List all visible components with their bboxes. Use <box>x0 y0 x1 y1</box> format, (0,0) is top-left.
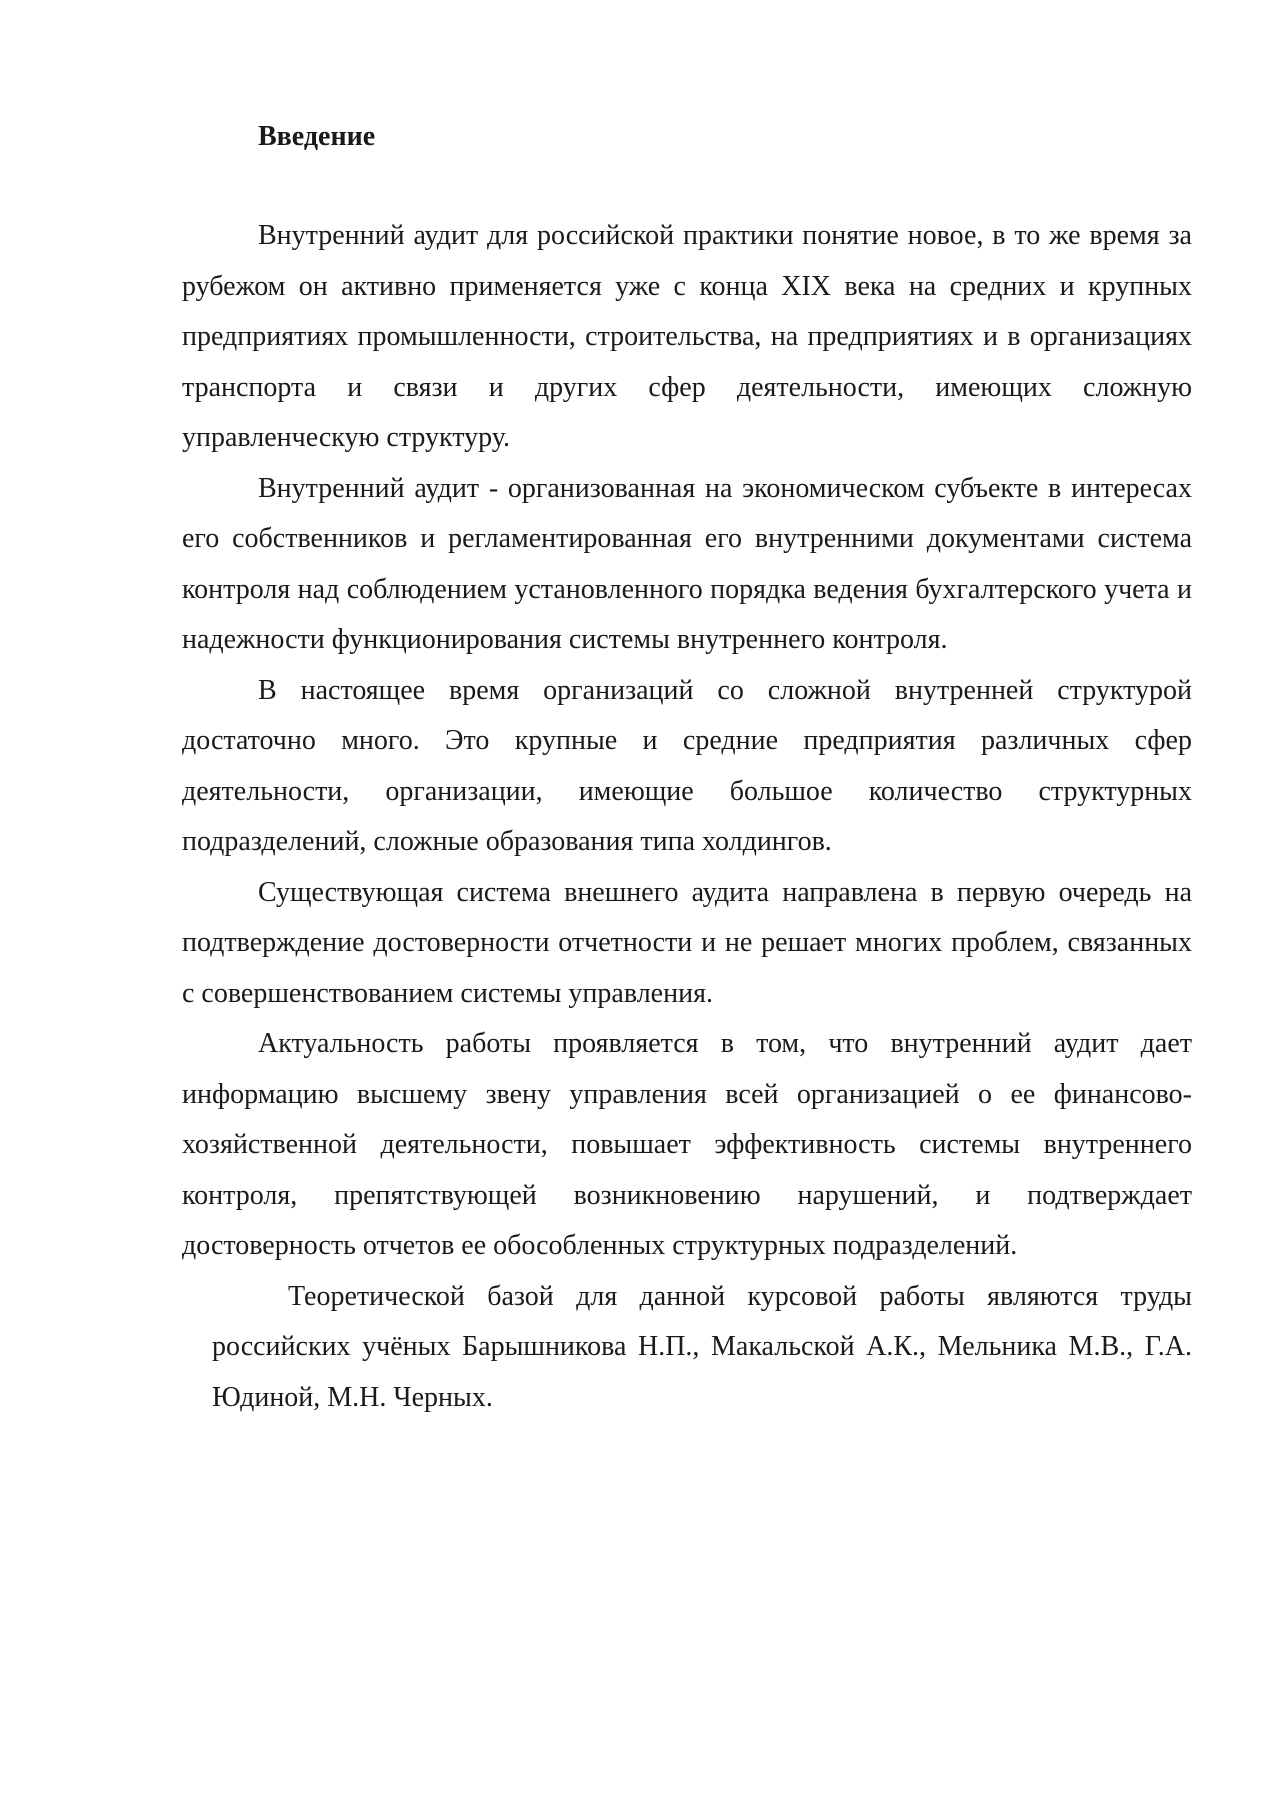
paragraph-relevance: Актуальность работы проявляется в том, что внутренний аудит дает информацию высшему звену управления всей организацией о ее финансово-хозяйственной деятельности, повышает эффективность системы внутреннего контроля, препятствующей возникновению нарушений, и подтверждает достоверность отчетов ее обособленных структурных подразделений. <box>182 1028 1192 1261</box>
document-body <box>182 211 1192 1423</box>
paragraph-external-audit: Существующая система внешнего аудита направлена в первую очередь на подтверждение достоверности отчетности и не решает многих проблем, связанных с совершенствованием системы управления. <box>182 876 1192 1009</box>
paragraph-current-state: В настоящее время организаций со сложной внутренней структурой достаточно много. Это крупные и средние предприятия различных сфер деятельности, организации, имеющие большое количество структурных подразделений, сложные образования типа холдингов. <box>182 674 1192 857</box>
section-heading: Введение <box>258 121 376 152</box>
paragraph-definition: Внутренний аудит - организованная на экономическом субъекте в интересах его собственников и регламентированная его внутренними документами система контроля над соблюдением установленного порядка ведения бухгалтерского учета и надежности функционирования системы внутреннего контроля. <box>182 472 1192 655</box>
paragraph-theoretical-base: Теоретической базой для данной курсовой работы являются труды российских учёных Барышникова Н.П., Макальской А.К., Мельника М.В., Г.А. Юдиной, М.Н. Черных. <box>212 1280 1192 1413</box>
paragraph-intro: Внутренний аудит для российской практики понятие новое, в то же время за рубежом он активно применяется уже с конца XIX века на средних и крупных предприятиях промышленности, строительства, на предприятиях и в организациях транспорта и связи и других сфер деятельности, имеющих сложную управленческую структуру. <box>182 220 1192 453</box>
